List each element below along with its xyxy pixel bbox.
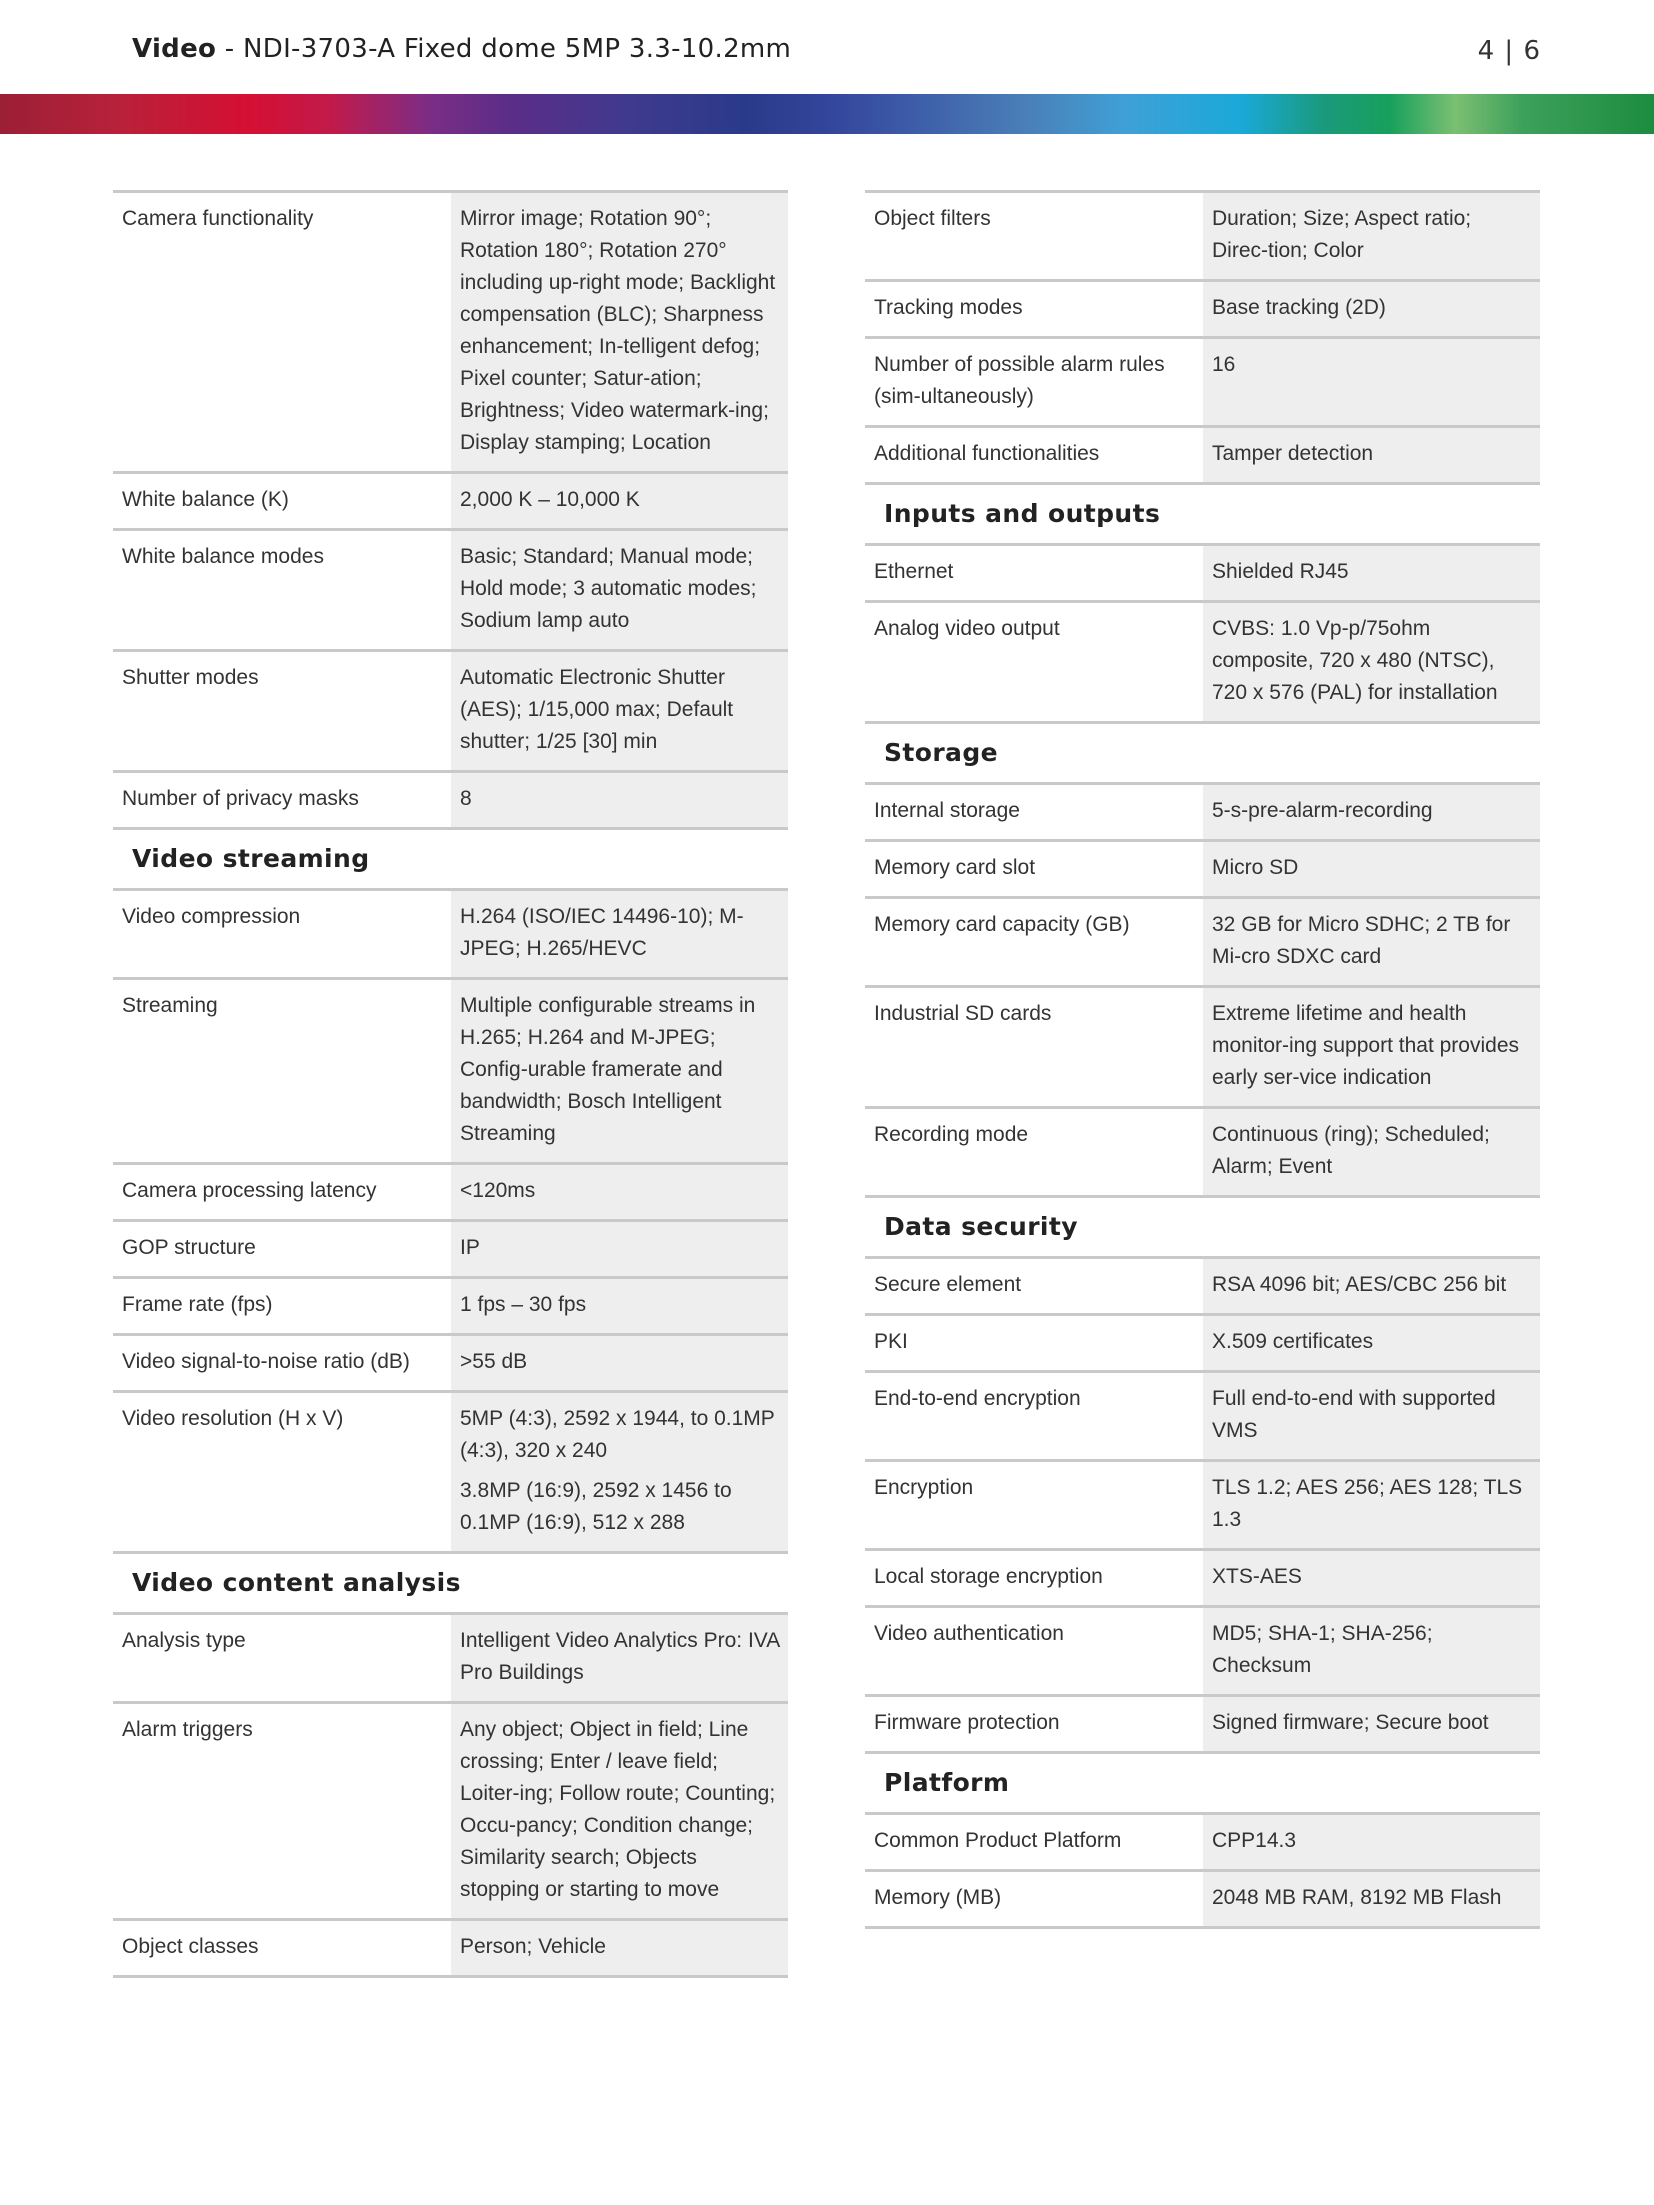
spec-value-text: 5MP (4:3), 2592 x 1944, to 0.1MP (4:3), 320 x 240 xyxy=(460,1407,775,1462)
spec-label: Camera processing latency xyxy=(113,1165,451,1219)
spec-label: Video signal-to-noise ratio (dB) xyxy=(113,1336,451,1390)
table-end-rule xyxy=(865,1926,1540,1929)
spec-row xyxy=(113,1612,788,1701)
spec-value-text: <120ms xyxy=(460,1179,536,1202)
spec-value xyxy=(1203,899,1540,985)
spec-label: Memory card slot xyxy=(865,842,1203,896)
spec-value xyxy=(451,1165,788,1219)
spec-value xyxy=(1203,1551,1540,1605)
spec-value-text: Basic; Standard; Manual mode; Hold mode; 3 automatic modes; Sodium lamp auto xyxy=(460,545,757,632)
spec-value xyxy=(451,1222,788,1276)
spec-label: Recording mode xyxy=(865,1109,1203,1195)
spec-value-text: CPP14.3 xyxy=(1212,1829,1297,1852)
spec-value xyxy=(451,1336,788,1390)
spec-label: Local storage encryption xyxy=(865,1551,1203,1605)
spec-value-text: >55 dB xyxy=(460,1350,528,1373)
spec-value-text: Mirror image; Rotation 90°; Rotation 180°; Rotation 270° including up-right mode; Backlight compensation (BLC); Sharpness enhancement; In-telligent defog; Pixel counter; Satur-ation; Brightness; Video watermark-ing; Display stamping; Location xyxy=(460,207,776,454)
spec-row xyxy=(113,528,788,649)
spec-value-text: 2048 MB RAM, 8192 MB Flash xyxy=(1212,1886,1502,1909)
spec-row xyxy=(113,649,788,770)
spec-label: Analog video output xyxy=(865,603,1203,721)
section-heading-platform: Platform xyxy=(865,1751,1540,1812)
spec-value-text: Extreme lifetime and health monitor-ing support that provides early ser-vice indication xyxy=(1212,1002,1519,1089)
table-end-rule xyxy=(113,1975,788,1978)
spec-label: Analysis type xyxy=(113,1615,451,1701)
spec-row xyxy=(113,1333,788,1390)
spec-label: Streaming xyxy=(113,980,451,1162)
spec-row xyxy=(865,1548,1540,1605)
spec-value-text: 8 xyxy=(460,787,472,810)
spec-value xyxy=(1203,1815,1540,1869)
spec-row xyxy=(865,985,1540,1106)
spec-value xyxy=(1203,282,1540,336)
spec-label: End-to-end encryption xyxy=(865,1373,1203,1459)
spec-row xyxy=(865,1605,1540,1694)
spec-value xyxy=(451,474,788,528)
spec-label: Number of possible alarm rules (sim-ultaneously) xyxy=(865,339,1203,425)
spec-row xyxy=(865,1313,1540,1370)
spec-value xyxy=(1203,603,1540,721)
header-title: - NDI-3703-A Fixed dome 5MP 3.3-10.2mm xyxy=(216,34,792,64)
left-spec-column xyxy=(113,190,788,1978)
spec-value xyxy=(1203,1316,1540,1370)
spec-row xyxy=(865,543,1540,600)
spec-label: Secure element xyxy=(865,1259,1203,1313)
spec-value xyxy=(1203,193,1540,279)
spec-row xyxy=(113,977,788,1162)
spec-row xyxy=(113,1162,788,1219)
spec-value-text: 16 xyxy=(1212,353,1236,376)
spec-value-text: Continuous (ring); Scheduled; Alarm; Event xyxy=(1212,1123,1490,1178)
spec-value xyxy=(1203,1872,1540,1926)
spec-group-inputs-outputs xyxy=(865,543,1540,721)
spec-value-text: Multiple configurable streams in H.265; H.264 and M-JPEG; Config-urable framerate and bandwidth; Bosch Intelligent Streaming xyxy=(460,994,756,1145)
spec-label: GOP structure xyxy=(113,1222,451,1276)
spec-value xyxy=(451,1393,788,1551)
spec-row xyxy=(113,190,788,471)
page-header xyxy=(132,34,791,64)
spec-value-text: Duration; Size; Aspect ratio; Direc-tion; Color xyxy=(1212,207,1472,262)
spec-value-text: 3.8MP (16:9), 2592 x 1456 to 0.1MP (16:9), 512 x 288 xyxy=(460,1479,732,1534)
header-section: Video xyxy=(132,34,217,64)
section-heading-video-streaming: Video streaming xyxy=(113,827,788,888)
spec-value-text: 1 fps – 30 fps xyxy=(460,1293,587,1316)
spec-value xyxy=(1203,1373,1540,1459)
spec-value-text: Shielded RJ45 xyxy=(1212,560,1349,583)
spec-label: PKI xyxy=(865,1316,1203,1370)
spec-value xyxy=(451,1704,788,1918)
spec-label: Industrial SD cards xyxy=(865,988,1203,1106)
spec-row xyxy=(113,1390,788,1551)
spec-value-text: Base tracking (2D) xyxy=(1212,296,1386,319)
spec-label: Camera functionality xyxy=(113,193,451,471)
spec-value xyxy=(451,1921,788,1975)
spec-value-text: 32 GB for Micro SDHC; 2 TB for Mi-cro SDXC card xyxy=(1212,913,1511,968)
spec-value xyxy=(1203,339,1540,425)
spec-value-text: Any object; Object in field; Line crossing; Enter / leave field; Loiter-ing; Follow route; Counting; Occu-pancy; Condition change; Similarity search; Objects stopping or starting to move xyxy=(460,1718,776,1901)
spec-row xyxy=(865,336,1540,425)
spec-value xyxy=(451,773,788,827)
spec-label: Common Product Platform xyxy=(865,1815,1203,1869)
spec-value xyxy=(1203,1259,1540,1313)
spec-label: White balance modes xyxy=(113,531,451,649)
spec-value-text: 2,000 K – 10,000 K xyxy=(460,488,640,511)
right-spec-column xyxy=(865,190,1540,1929)
spec-value-text: Signed firmware; Secure boot xyxy=(1212,1711,1489,1734)
spec-label: Memory (MB) xyxy=(865,1872,1203,1926)
brand-color-band xyxy=(0,94,1654,134)
spec-label: Encryption xyxy=(865,1462,1203,1548)
spec-row xyxy=(865,896,1540,985)
spec-row xyxy=(865,839,1540,896)
spec-row xyxy=(865,425,1540,482)
spec-label: White balance (K) xyxy=(113,474,451,528)
section-heading-storage: Storage xyxy=(865,721,1540,782)
spec-row xyxy=(113,471,788,528)
spec-value-text: 5-s-pre-alarm-recording xyxy=(1212,799,1433,822)
spec-label: Tracking modes xyxy=(865,282,1203,336)
spec-group-video-content-analysis xyxy=(113,1612,788,1975)
spec-value-text: H.264 (ISO/IEC 14496-10); M-JPEG; H.265/HEVC xyxy=(460,905,744,960)
spec-label: Additional functionalities xyxy=(865,428,1203,482)
spec-value xyxy=(1203,988,1540,1106)
spec-value-text: Person; Vehicle xyxy=(460,1935,606,1958)
spec-row xyxy=(865,600,1540,721)
spec-label: Object classes xyxy=(113,1921,451,1975)
spec-group-data-security xyxy=(865,1256,1540,1751)
spec-row xyxy=(113,1918,788,1975)
section-heading-video-content-analysis: Video content analysis xyxy=(113,1551,788,1612)
spec-value-text: Automatic Electronic Shutter (AES); 1/15,000 max; Default shutter; 1/25 [30] min xyxy=(460,666,734,753)
spec-row xyxy=(113,770,788,827)
spec-label: Firmware protection xyxy=(865,1697,1203,1751)
spec-group-analytics xyxy=(865,190,1540,482)
spec-row xyxy=(865,1370,1540,1459)
spec-row xyxy=(113,1276,788,1333)
spec-label: Video compression xyxy=(113,891,451,977)
spec-group-video-streaming xyxy=(113,888,788,1551)
spec-label: Object filters xyxy=(865,193,1203,279)
spec-row xyxy=(865,1869,1540,1926)
spec-value xyxy=(451,531,788,649)
section-heading-data-security: Data security xyxy=(865,1195,1540,1256)
spec-group-camera xyxy=(113,190,788,827)
spec-label: Frame rate (fps) xyxy=(113,1279,451,1333)
spec-row xyxy=(865,1256,1540,1313)
spec-row xyxy=(865,190,1540,279)
spec-value xyxy=(1203,1697,1540,1751)
spec-value-text: Full end-to-end with supported VMS xyxy=(1212,1387,1496,1442)
spec-label: Memory card capacity (GB) xyxy=(865,899,1203,985)
spec-value xyxy=(451,193,788,471)
spec-value-text: RSA 4096 bit; AES/CBC 256 bit xyxy=(1212,1273,1507,1296)
spec-value-text: MD5; SHA-1; SHA-256; Checksum xyxy=(1212,1622,1433,1677)
spec-value-text: XTS-AES xyxy=(1212,1565,1302,1588)
spec-row xyxy=(865,1812,1540,1869)
spec-label: Number of privacy masks xyxy=(113,773,451,827)
spec-value xyxy=(1203,785,1540,839)
spec-label: Video resolution (H x V) xyxy=(113,1393,451,1551)
spec-row xyxy=(865,1694,1540,1751)
spec-row xyxy=(113,1701,788,1918)
spec-value xyxy=(1203,1462,1540,1548)
spec-value-text: Micro SD xyxy=(1212,856,1299,879)
spec-value-text: Tamper detection xyxy=(1212,442,1374,465)
spec-value-text: CVBS: 1.0 Vp-p/75ohm composite, 720 x 480 (NTSC), 720 x 576 (PAL) for installation xyxy=(1212,617,1498,704)
spec-row xyxy=(113,1219,788,1276)
spec-row xyxy=(865,782,1540,839)
spec-row xyxy=(865,1459,1540,1548)
spec-value xyxy=(451,1279,788,1333)
spec-value xyxy=(1203,1608,1540,1694)
spec-row xyxy=(865,1106,1540,1195)
spec-value xyxy=(1203,1109,1540,1195)
page-number: 4 | 6 xyxy=(1477,36,1541,66)
spec-value xyxy=(1203,428,1540,482)
spec-group-platform xyxy=(865,1812,1540,1926)
spec-value xyxy=(451,891,788,977)
spec-value xyxy=(451,1615,788,1701)
spec-value xyxy=(1203,842,1540,896)
spec-label: Alarm triggers xyxy=(113,1704,451,1918)
spec-row xyxy=(865,279,1540,336)
spec-label: Video authentication xyxy=(865,1608,1203,1694)
spec-row xyxy=(113,888,788,977)
spec-label: Internal storage xyxy=(865,785,1203,839)
spec-value-text: X.509 certificates xyxy=(1212,1330,1374,1353)
section-heading-inputs-outputs: Inputs and outputs xyxy=(865,482,1540,543)
spec-value xyxy=(451,652,788,770)
spec-value-text: IP xyxy=(460,1236,480,1259)
spec-label: Ethernet xyxy=(865,546,1203,600)
spec-value-text: TLS 1.2; AES 256; AES 128; TLS 1.3 xyxy=(1212,1476,1523,1531)
spec-value-text: Intelligent Video Analytics Pro: IVA Pro Buildings xyxy=(460,1629,780,1684)
spec-group-storage xyxy=(865,782,1540,1195)
spec-label: Shutter modes xyxy=(113,652,451,770)
spec-value xyxy=(451,980,788,1162)
spec-value xyxy=(1203,546,1540,600)
